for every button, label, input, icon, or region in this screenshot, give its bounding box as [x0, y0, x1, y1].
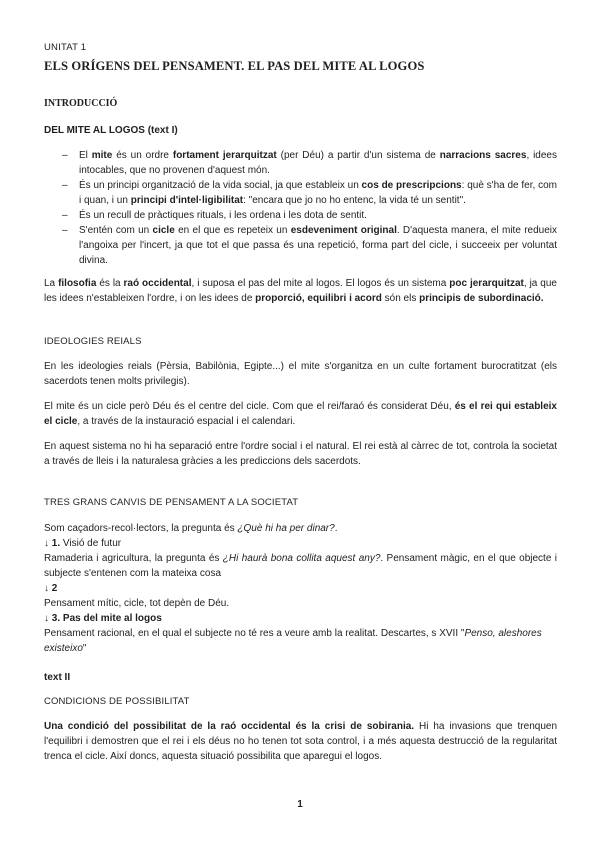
document-page — [44, 41, 557, 764]
bullet-item-4: – S'entén com un cicle en el que es repeteix un esdeveniment original. D'aquesta manera, el mite redueix l'angoixa per l'incert, ja que tot el que passa és una repetició, forma part del cicle, i succeeix per voluntat divina. — [79, 223, 557, 268]
canvis-step-2: ↓ 2 — [44, 582, 58, 594]
canvis-line-3: Ramaderia i agricultura, la pregunta és ¿Hi haurà bona collita aquest any?. Pensament màgic, en el que objecte i subjecte s'entenen com la mateixa cosa — [44, 552, 558, 579]
canvis-line-5: Pensament mític, cicle, tot depèn de Déu. — [44, 597, 230, 609]
bullet-item-1: – El mite és un ordre fortament jerarquitzat (per Déu) a partir d'un sistema de narracions sacres, idees intocables, que no provenen d'aquest món. — [79, 148, 557, 178]
ideologies-paragraph-3: En aquest sistema no hi ha separació entre l'ordre social i el natural. El rei està al càrrec de tot, controla la societat a través de lleis i la naturalesa gràcies a les prediccions dels sacerdots. — [44, 441, 557, 468]
ideologies-heading: IDEOLOGIES REIALS — [44, 336, 142, 348]
ideologies-paragraph-2: El mite és un cicle però Déu és el centre del cicle. Com que el rei/faraó és considerat Déu, és el rei qui estableix el cicle, a través de la instauració espacial i el calendari. — [44, 401, 557, 428]
condicions-paragraph: Una condició del possibilitat de la raó occidental és la crisi de sobirania. Hi ha invasions que trenquen l'equilibri i demostren que el rei i els déus no ho tenen tot sota control, i a més aquesta destrucció de la regularitat trenca el cicle. Així doncs, aquesta situació possibilita que aparegui el logos. — [44, 720, 558, 762]
ideologies-paragraph-1: En les ideologies reials (Pèrsia, Babilònia, Egipte...) el mite s'organitza en un culte fortament burocratitzat (els sacerdots tenen molts privilegis). — [44, 361, 557, 388]
bullet-item-2: – És un principi organització de la vida social, ja que estableix un cos de prescripcions: què s'ha de fer, com i quan, i un principi d'intel·ligibilitat: "encara que jo no ho entenc, la vida té un sentit". — [79, 178, 557, 208]
unit-label: UNITAT 1 — [44, 42, 87, 53]
text2-heading: text II — [44, 671, 71, 683]
bullet-item-3: – És un recull de pràctiques rituals, i les ordena i les dota de sentit. — [79, 208, 557, 223]
canvis-step-1: ↓ 1. Visió de futur — [44, 537, 122, 549]
canvis-heading: TRES GRANS CANVIS DE PENSAMENT A LA SOCIETAT — [44, 497, 299, 509]
page-title: ELS ORÍGENS DEL PENSAMENT. EL PAS DEL MITE AL LOGOS — [44, 59, 425, 74]
canvis-line-7: Pensament racional, en el qual el subjecte no té res a veure amb la realitat. Descartes, s XVII "Penso, aleshores existeixo" — [44, 627, 542, 654]
text1-heading: DEL MITE AL LOGOS (text I) — [44, 125, 178, 137]
canvis-block — [44, 521, 557, 656]
page-number: 1 — [297, 799, 303, 810]
mite-bullet-list — [44, 148, 557, 268]
condicions-heading: CONDICIONS DE POSSIBILITAT — [44, 695, 190, 707]
canvis-step-3: ↓ 3. Pas del mite al logos — [44, 612, 162, 624]
canvis-line-1: Som caçadors-recol·lectors, la pregunta és ¿Què hi ha per dinar?. — [44, 522, 338, 534]
intro-heading: INTRODUCCIÓ — [44, 98, 118, 110]
filosofia-paragraph: La filosofia és la raó occidental, i suposa el pas del mite al logos. El logos és un sistema poc jerarquitzat, ja que les idees n'estableixen l'ordre, i on les idees de proporció, equilibri i acord són els principis de subordinació. — [44, 278, 557, 305]
